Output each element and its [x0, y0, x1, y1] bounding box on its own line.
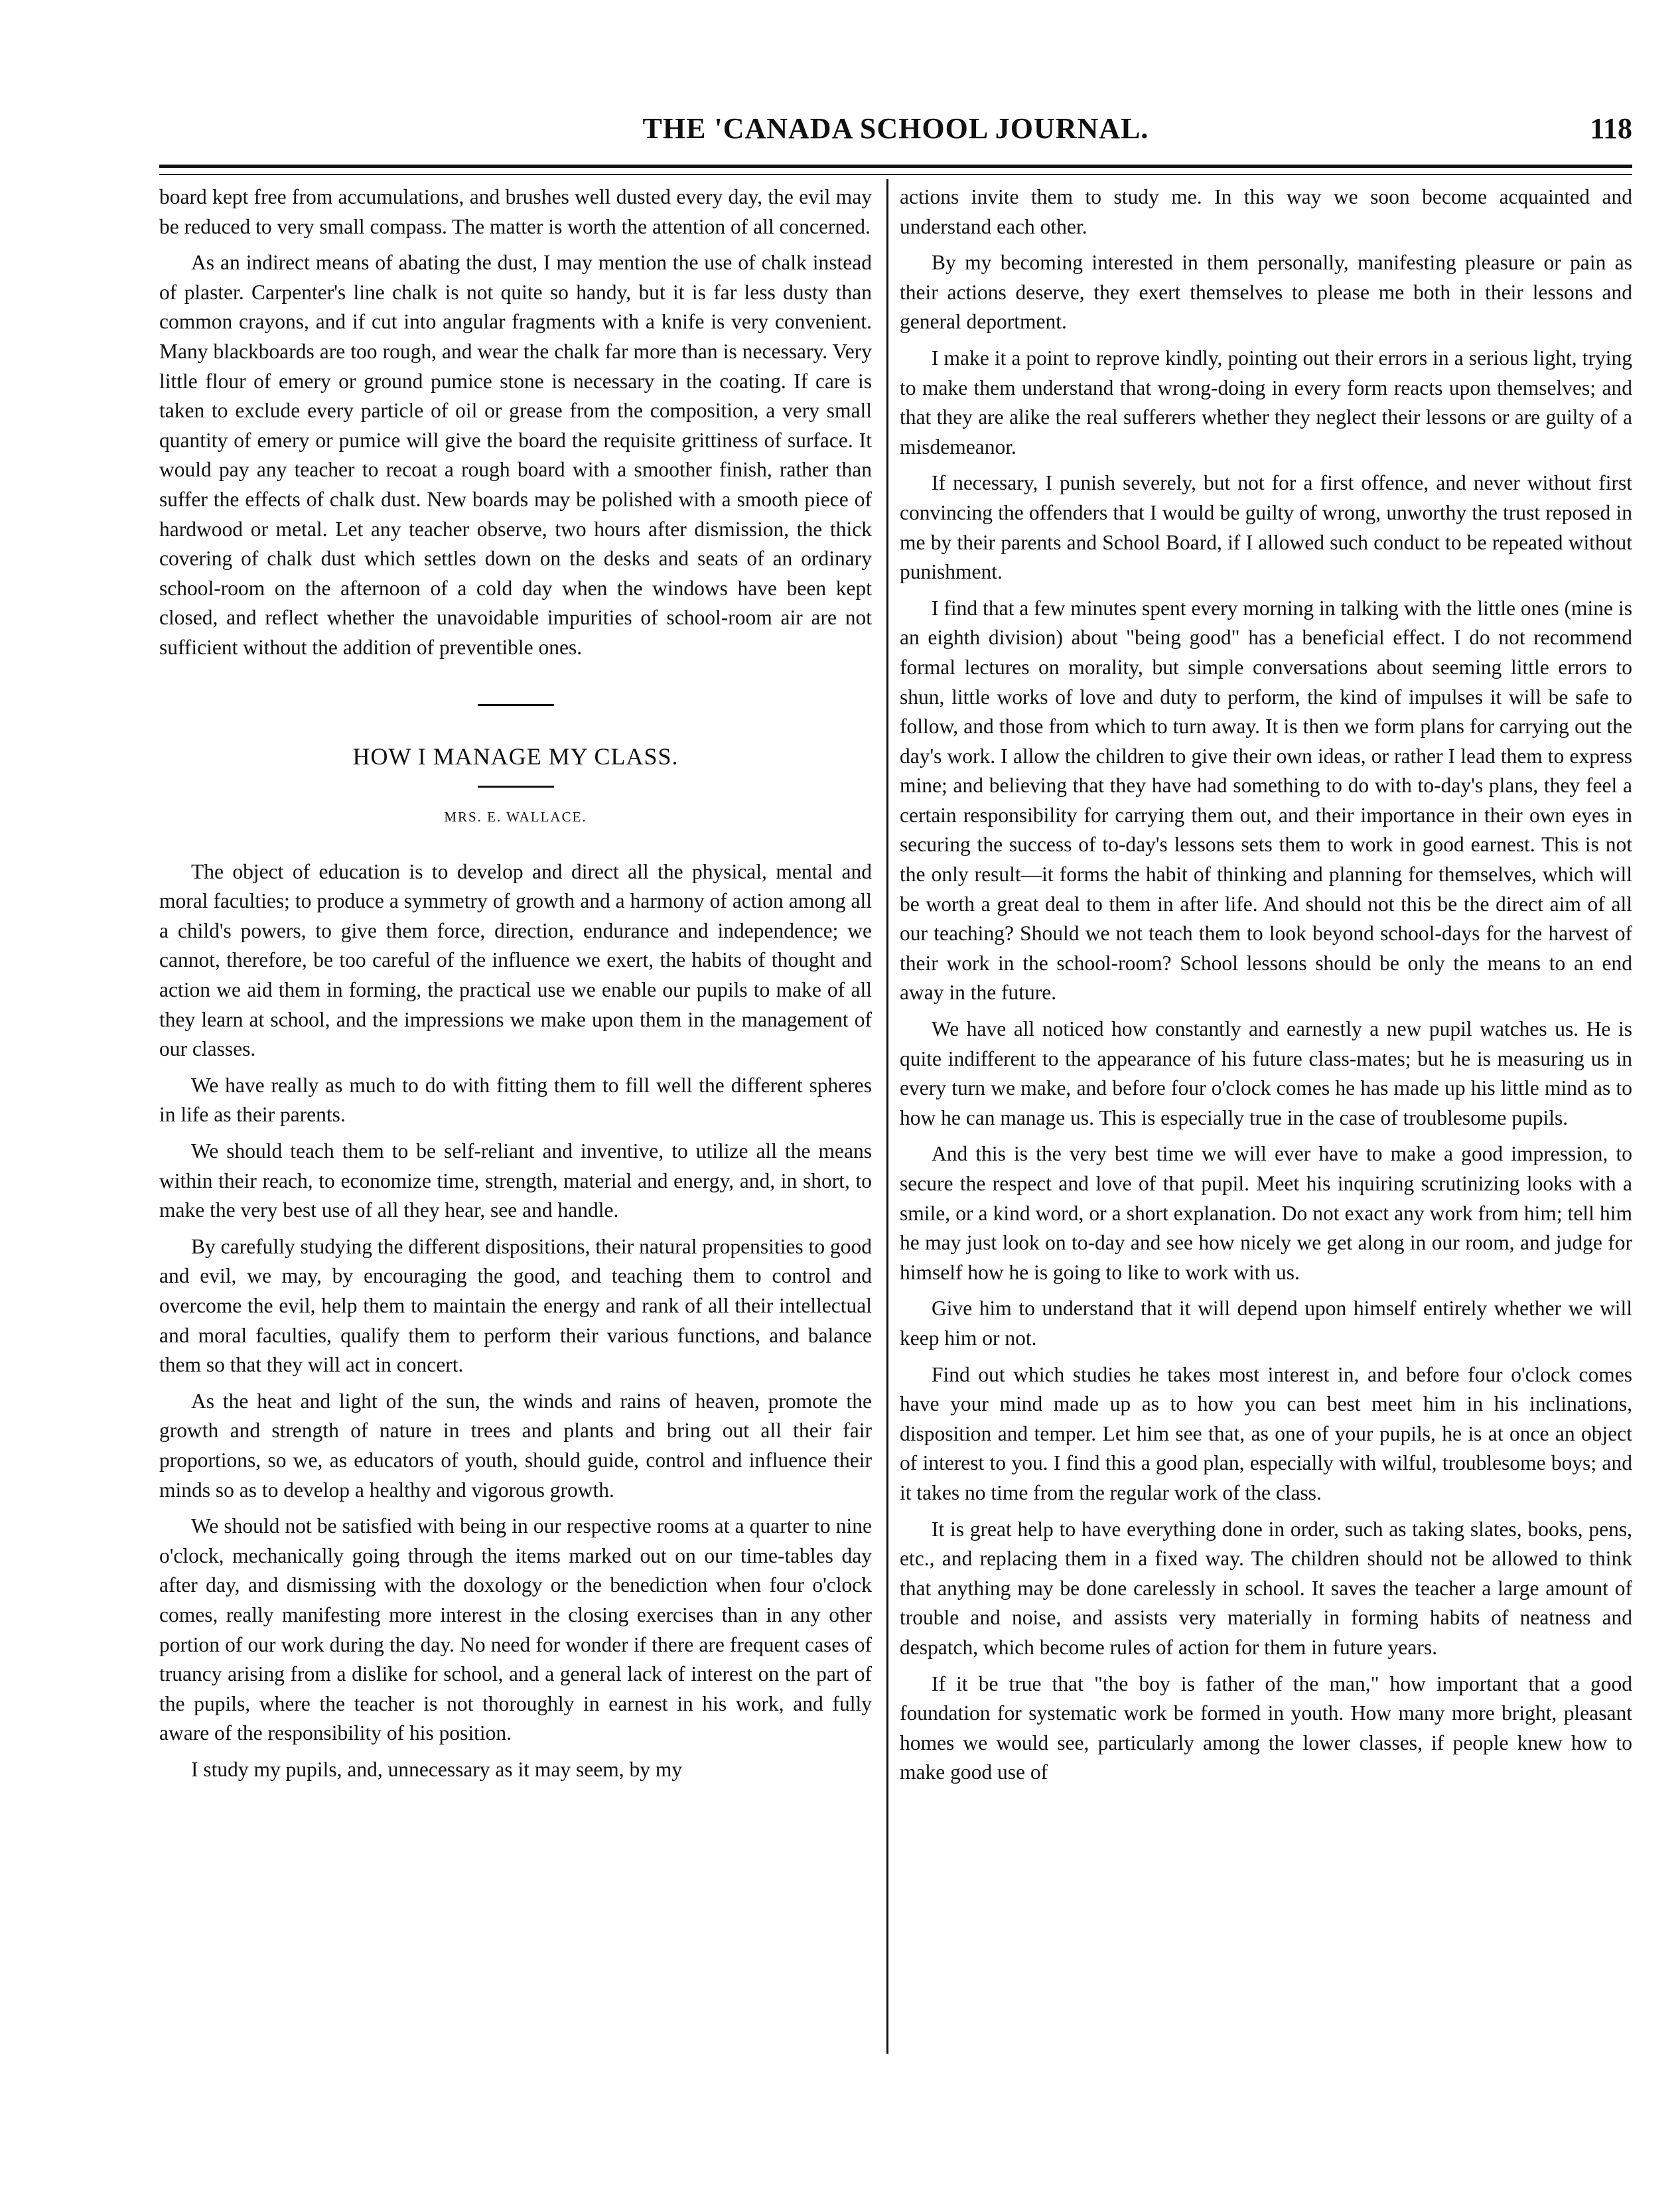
paragraph: As an indirect means of abating the dust, I may mention the use of chalk instead of plaster. Carpenter's line chalk is not quite so handy, but it is far less dusty than common crayons, and if cut into angular fragments with a knife is very convenient. Many blackboards are too rough, and wear the chalk far more than is necessary. Very little flour of emery or ground pumice stone is necessary in the coating. If care is taken to exclude every particle of oil or grease from the composition, a very small quantity of emery or pumice will give the board the requisite grittiness of surface. It would pay any teacher to recoat a rough board with a smoother finish, rather than suffer the effects of chalk dust. New boards may be polished with a smooth piece of hardwood or metal. Let any teacher observe, two hours after dismission, the thick covering of chalk dust which settles down on the desks and seats of an ordinary school-room on the afternoon of a cold day when the windows have been kept closed, and reflect whether the unavoidable impurities of school-room air are not sufficient without the addition of preventible ones. — [159, 251, 872, 659]
paragraph: We should teach them to be self-reliant and inventive, to utilize all the means within their reach, to economize time, strength, material and energy, and, in short, to make the very best use of all they hear, see and handle. — [159, 1139, 872, 1222]
paragraph: If it be true that "the boy is father of the man," how important that a good foundation for systematic work be formed in youth. How many more bright, pleasant homes we would see, particularly among the lower classes, if people knew how to make good use of — [900, 1672, 1632, 1784]
byline: MRS. E. WALLACE. — [444, 809, 587, 825]
left-column — [159, 182, 872, 1792]
paragraph: As the heat and light of the sun, the winds and rains of heaven, promote the growth and strength of nature in trees and plants and bring out all their fair proportions, so we, as educators of youth, should guide, control and influence their minds so as to develop a healthy and vigorous growth. — [159, 1389, 872, 1502]
paragraph: And this is the very best time we will ever have to make a good impression, to secure the respect and love of that pupil. Meet his inquiring scrutinizing looks with a smile, or a kind word, or a short explanation. Do not exact any work from him; tell him he may just look on to-day and see how nicely we get along in our room, and judge for himself how he is going to like to work with us. — [900, 1142, 1632, 1284]
paragraph: By my becoming interested in them personally, manifesting pleasure or pain as their actions deserve, they exert themselves to please me both in their lessons and general deportment. — [900, 251, 1632, 334]
paragraph: We should not be satisfied with being in our respective rooms at a quarter to nine o'clock, mechanically going through the items marked out on our time-tables day after day, and dismissing with the doxology or the benediction when four o'clock comes, really manifesting more interest in the closing exercises than in any other portion of our work during the day. No need for wonder if there are frequent cases of truancy arising from a dislike for school, and a general lack of interest on the part of the pupils, where the teacher is not thoroughly in earnest in his work, and fully aware of the responsibility of his position. — [159, 1514, 872, 1745]
journal-title: THE 'CANADA SCHOOL JOURNAL. — [642, 112, 1149, 145]
paragraph: Find out which studies he takes most interest in, and before four o'clock comes have your mind made up as to how you can best meet him in his inclinations, disposition and temper. Let him see that, as one of your pupils, he is at once an object of interest to you. I find this a good plan, especially with wilful, troublesome boys; and it takes no time from the regular work of the class. — [900, 1362, 1632, 1504]
paragraph: I study my pupils, and, unnecessary as it may seem, by my — [191, 1757, 683, 1781]
paragraph: I make it a point to reprove kindly, pointing out their errors in a serious light, trying to make them understand that wrong-doing in every form reacts upon themselves; and that they are alike the real sufferers whether they neglect their lessons or are guilty of a misdemeanor. — [900, 346, 1632, 459]
paragraph: Give him to understand that it will depend upon himself entirely whether we will keep him or not. — [900, 1297, 1632, 1350]
right-column — [900, 182, 1632, 1794]
page-number: 118 — [1590, 112, 1632, 145]
page-header — [159, 111, 1632, 151]
paragraph: It is great help to have everything done in order, such as taking slates, books, pens, etc., and replacing them in a fixed way. The children should not be allowed to think that anything may be done carelessly in school. It saves the teacher a large amount of trouble and noise, and assists very materially in forming habits of neatness and despatch, which become rules of action for them in future years. — [900, 1517, 1632, 1659]
paragraph: We have all noticed how constantly and earnestly a new pupil watches us. He is quite indifferent to the appearance of his future class-mates; but he is measuring us in every turn we make, and before four o'clock comes he has made up his little mind as to how he can manage us. This is especially true in the case of troublesome pupils. — [900, 1017, 1632, 1129]
section-divider — [478, 704, 554, 706]
paragraph: If necessary, I punish severely, but not for a first offence, and never without first convincing the offenders that I would be guilty of wrong, unworthy the trust reposed in me by their parents and School Board, if I allowed such conduct to be repeated without punishment. — [900, 471, 1632, 584]
paragraph: board kept free from accumulations, and brushes well dusted every day, the evil may be reduced to very small compass. The matter is worth the attention of all concerned. — [159, 185, 872, 238]
paragraph: By carefully studying the different dispositions, their natural propensities to good and evil, we may, by encouraging the good, and teaching them to control and overcome the evil, help them to maintain the energy and rank of all their intellectual and moral faculties, qualify them to perform their various functions, and balance them so that they will act in concert. — [159, 1234, 872, 1377]
paragraph: actions invite them to study me. In this way we soon become acquainted and understand each other. — [900, 185, 1632, 238]
article-title: HOW I MANAGE MY CLASS. — [352, 743, 679, 770]
paragraph: We have really as much to do with fitting them to fill well the different spheres in life as their parents. — [159, 1073, 872, 1127]
title-divider — [478, 786, 554, 788]
column-divider — [886, 179, 888, 2054]
header-rule-thin — [159, 174, 1632, 175]
paragraph: The object of education is to develop and direct all the physical, mental and moral faculties; to produce a symmetry of growth and a harmony of action among all a child's powers, to give them force, direction, endurance and independence; we cannot, therefore, be too careful of the influence we exert, the habits of thought and action we aid them in forming, the practical use we enable our pupils to make of all they learn at school, and the impressions we make upon them in the management of our classes. — [159, 859, 872, 1061]
paragraph: I find that a few minutes spent every morning in talking with the little ones (mine is an eighth division) about "being good" has a beneficial effect. I do not recommend formal lectures on morality, but simple conversations about seeming little errors to shun, little works of love and duty to perform, the kind of impulses it will be safe to follow, and those from which to turn away. It is then we form plans for carrying out the day's work. I allow the children to give their own ideas, or rather I lead them to express mine; and believing that they have had something to do with to-day's plans, they feel a certain responsibility for carrying them out, and their importance in their own eyes in securing the success of to-day's lessons sets them to work in good earnest. This is not the only result—it forms the habit of thinking and planning for themselves, which will be worth a great deal to them in after life. And should not this be the direct aim of all our teaching? Should we not teach them to look beyond school-days for the harvest of their work in the school-room? School lessons should be only the means to an end away in the future. — [900, 596, 1632, 1005]
header-rule-thick — [159, 165, 1632, 168]
